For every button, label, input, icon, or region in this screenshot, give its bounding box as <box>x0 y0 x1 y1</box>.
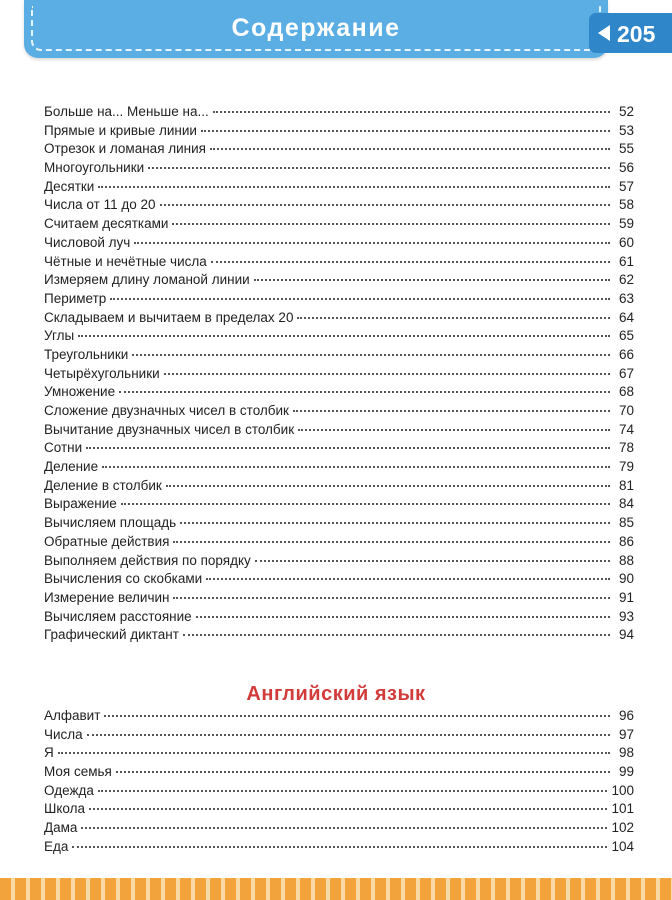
toc-entry-page: 104 <box>611 838 634 854</box>
dot-leader <box>293 410 610 412</box>
toc-entry <box>44 366 634 385</box>
toc-entry-page: 88 <box>618 552 634 568</box>
dot-leader <box>148 167 610 169</box>
toc-entry <box>44 160 634 179</box>
toc-entry-title: Десятки <box>44 178 95 194</box>
toc-entry <box>44 764 634 783</box>
toc-entry-page: 56 <box>618 160 634 176</box>
toc-entry <box>44 254 634 273</box>
toc-entry-page: 59 <box>618 216 634 232</box>
toc-entry <box>44 440 634 459</box>
dot-leader <box>180 522 610 524</box>
toc-entry-page: 98 <box>618 745 634 761</box>
toc-entry-page: 102 <box>611 820 634 836</box>
dot-leader <box>121 503 610 505</box>
toc-entry <box>44 783 634 802</box>
dot-leader <box>172 223 610 225</box>
toc-entry-title: Деление в столбик <box>44 477 162 493</box>
toc-entry-title: Углы <box>44 328 75 344</box>
toc-entry-title: Измерение величин <box>44 589 170 605</box>
toc-entry <box>44 820 634 839</box>
toc-entry <box>44 216 634 235</box>
dot-leader <box>206 578 610 580</box>
toc-entry-title: Вычитание двузначных чисел в столбик <box>44 421 295 437</box>
toc-entry <box>44 839 634 858</box>
toc-entry-page: 78 <box>618 440 634 456</box>
toc-entry-title: Моя семья <box>44 764 112 780</box>
toc-entry <box>44 571 634 590</box>
toc-entry-title: Числа от 11 до 20 <box>44 197 156 213</box>
toc-entry-title: Больше на... Меньше на... <box>44 104 209 119</box>
dot-leader <box>201 130 610 132</box>
toc-entry-title: Чётные и нечётные числа <box>44 253 207 269</box>
toc-entry-page: 52 <box>618 104 634 119</box>
toc-entry-title: Отрезок и ломаная линия <box>44 141 206 157</box>
dot-leader <box>173 541 610 543</box>
toc-entry-page: 55 <box>618 141 634 157</box>
toc-entry <box>44 590 634 609</box>
dot-leader <box>297 317 610 319</box>
dot-leader <box>119 391 610 393</box>
toc-entry <box>44 708 634 727</box>
dot-leader <box>98 186 610 188</box>
dot-leader <box>173 597 610 599</box>
dot-leader <box>196 616 610 618</box>
toc-entry-page: 99 <box>618 764 634 780</box>
toc-entry-page: 97 <box>618 726 634 742</box>
dot-leader <box>213 111 610 113</box>
toc-entry <box>44 459 634 478</box>
dot-leader <box>134 242 610 244</box>
dot-leader <box>98 790 608 792</box>
toc-entry <box>44 534 634 553</box>
toc-entry-page: 86 <box>618 533 634 549</box>
page-title: Содержание <box>231 14 401 42</box>
toc-entry-page: 85 <box>618 515 634 531</box>
toc-entry-title: Выполняем действия по порядку <box>44 552 251 568</box>
dot-leader <box>102 466 610 468</box>
dot-leader <box>86 447 610 449</box>
toc-entry <box>44 478 634 497</box>
toc-entry-title: Умножение <box>44 384 116 400</box>
toc-entry-page: 67 <box>618 365 634 381</box>
dot-leader <box>211 261 610 263</box>
math-contents-list <box>44 104 634 646</box>
toc-entry-page: 101 <box>611 801 634 817</box>
toc-entry <box>44 310 634 329</box>
toc-entry <box>44 403 634 422</box>
toc-entry-title: Обратные действия <box>44 533 170 549</box>
toc-entry <box>44 291 634 310</box>
dot-leader <box>254 279 610 281</box>
toc-entry-title: Дама <box>44 820 78 836</box>
dot-leader <box>58 752 610 754</box>
toc-entry-page: 74 <box>618 421 634 437</box>
toc-entry <box>44 141 634 160</box>
toc-entry-title: Сотни <box>44 440 83 456</box>
toc-entry <box>44 553 634 572</box>
toc-entry-page: 68 <box>618 384 634 400</box>
toc-entry-page: 79 <box>618 459 634 475</box>
toc-entry-page: 90 <box>618 571 634 587</box>
toc-entry <box>44 197 634 216</box>
toc-entry-title: Считаем десятками <box>44 216 169 232</box>
dot-leader <box>89 808 607 810</box>
dot-leader <box>104 715 610 717</box>
toc-entry-title: Выражение <box>44 496 117 512</box>
toc-entry-page: 84 <box>618 496 634 512</box>
toc-entry-page: 66 <box>618 346 634 362</box>
dot-leader <box>164 373 610 375</box>
dot-leader <box>255 560 610 562</box>
toc-entry-title: Вычисления со скобками <box>44 571 203 587</box>
toc-entry-title: Одежда <box>44 782 94 798</box>
dot-leader <box>110 298 610 300</box>
toc-entry <box>44 727 634 746</box>
dot-leader <box>210 148 610 150</box>
toc-entry <box>44 272 634 291</box>
toc-entry-page: 57 <box>618 178 634 194</box>
toc-entry-title: Графический диктант <box>44 627 179 643</box>
toc-entry-page: 65 <box>618 328 634 344</box>
toc-entry-page: 60 <box>618 234 634 250</box>
toc-entry-page: 70 <box>618 403 634 418</box>
toc-entry-page: 53 <box>618 122 634 138</box>
toc-entry-page: 63 <box>618 290 634 306</box>
toc-entry <box>44 347 634 366</box>
toc-entry-title: Числа <box>44 726 83 742</box>
toc-entry-title: Складываем и вычитаем в пределах 20 <box>44 309 294 325</box>
dot-leader <box>72 846 607 848</box>
toc-entry-title: Вычисляем расстояние <box>44 608 192 624</box>
toc-entry-title: Периметр <box>44 290 107 306</box>
toc-entry <box>44 235 634 254</box>
header-banner <box>24 0 608 58</box>
dot-leader <box>166 485 610 487</box>
toc-entry-title: Многоугольники <box>44 160 145 176</box>
toc-entry-title: Я <box>44 745 54 761</box>
toc-entry <box>44 609 634 628</box>
toc-entry-page: 91 <box>618 589 634 605</box>
dot-leader <box>183 634 610 636</box>
dot-leader <box>298 429 610 431</box>
toc-entry <box>44 179 634 198</box>
toc-entry-page: 96 <box>618 708 634 723</box>
toc-entry-title: Четырёхугольники <box>44 365 160 381</box>
dot-leader <box>87 734 610 736</box>
toc-entry <box>44 104 634 123</box>
toc-entry-page: 58 <box>618 197 634 213</box>
toc-entry-page: 100 <box>611 782 634 798</box>
toc-entry-page: 81 <box>618 477 634 493</box>
toc-entry-page: 64 <box>618 309 634 325</box>
toc-entry-title: Алфавит <box>44 708 101 723</box>
toc-entry <box>44 627 634 646</box>
page-number: 205 <box>617 21 656 47</box>
toc-entry <box>44 422 634 441</box>
toc-entry-title: Деление <box>44 459 99 475</box>
section-title-english: Английский язык <box>246 683 426 705</box>
toc-entry-title: Школа <box>44 801 86 817</box>
toc-entry-page: 94 <box>618 627 634 643</box>
toc-entry-title: Треугольники <box>44 346 129 362</box>
toc-entry <box>44 515 634 534</box>
dot-leader <box>132 354 610 356</box>
dot-leader <box>116 771 610 773</box>
toc-entry-page: 93 <box>618 608 634 624</box>
toc-entry <box>44 384 634 403</box>
english-contents-list <box>44 708 634 858</box>
dot-leader <box>160 204 611 206</box>
toc-entry-title: Прямые и кривые линии <box>44 122 197 138</box>
toc-entry <box>44 123 634 142</box>
toc-entry <box>44 801 634 820</box>
toc-entry <box>44 496 634 515</box>
dot-leader <box>78 335 610 337</box>
toc-entry-title: Числовой луч <box>44 234 131 250</box>
toc-entry-title: Сложение двузначных чисел в столбик <box>44 403 289 418</box>
toc-entry-title: Измеряем длину ломаной линии <box>44 272 250 288</box>
dot-leader <box>81 827 607 829</box>
toc-entry-title: Еда <box>44 838 69 854</box>
toc-entry-page: 62 <box>618 272 634 288</box>
toc-entry-page: 61 <box>618 253 634 269</box>
toc-entry <box>44 745 634 764</box>
toc-entry-title: Вычисляем площадь <box>44 515 177 531</box>
footer-stripe <box>0 878 672 900</box>
toc-entry <box>44 328 634 347</box>
